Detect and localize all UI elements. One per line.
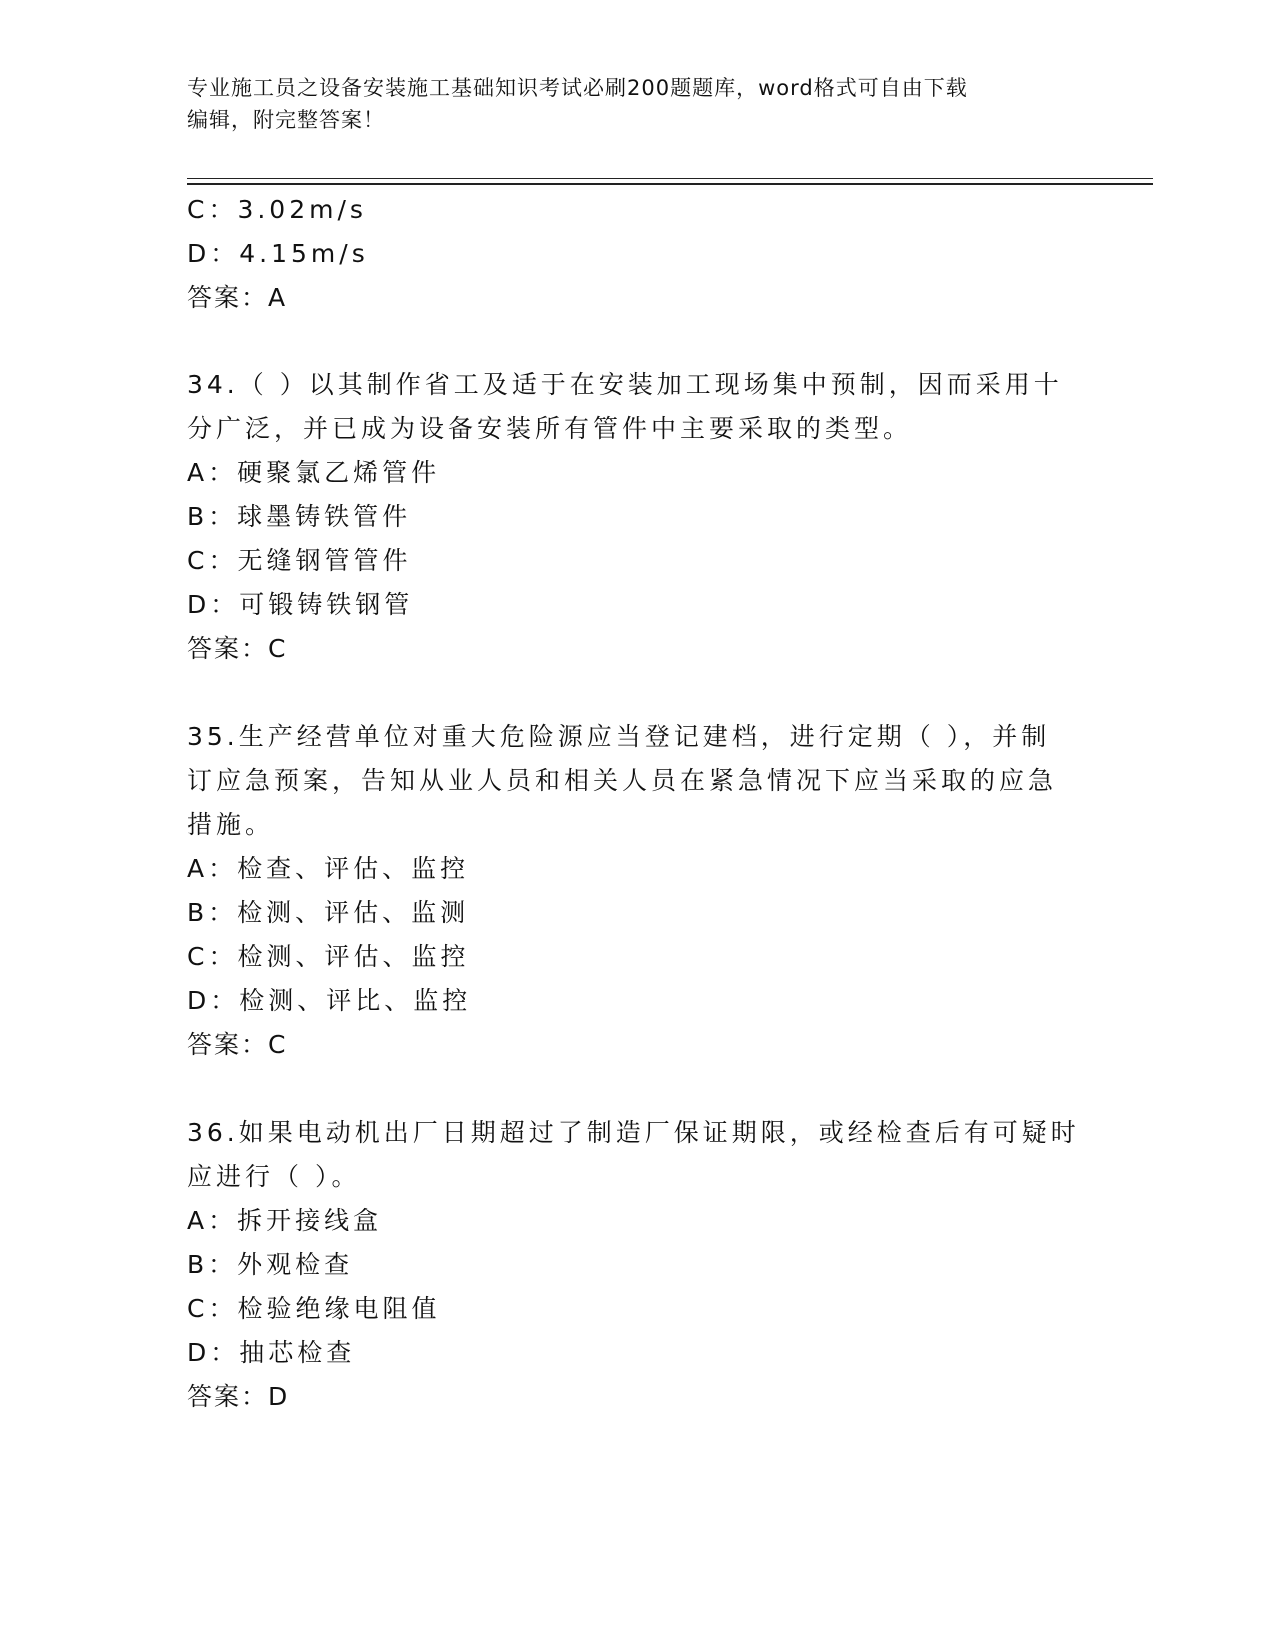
header-divider-thick	[187, 183, 1153, 185]
q34-stem-line-2: 分广泛，并已成为设备安装所有管件中主要采取的类型。	[187, 414, 913, 443]
q34-option-d: D：可锻铸铁钢管	[187, 590, 414, 619]
header-title-line-1: 专业施工员之设备安装施工基础知识考试必刷200题题库，word格式可自由下载	[187, 76, 968, 100]
q34-stem-line-1: 34.（ ）以其制作省工及适于在安装加工现场集中预制，因而采用十	[187, 370, 1063, 399]
q36-option-a: A：拆开接线盒	[187, 1206, 383, 1235]
q36-option-c: C：检验绝缘电阻值	[187, 1294, 441, 1323]
q35-stem-line-1: 35.生产经营单位对重大危险源应当登记建档，进行定期（ ），并制	[187, 722, 1051, 751]
q36-option-b: B：外观检查	[187, 1250, 354, 1279]
header-title-line-2: 编辑，附完整答案！	[187, 108, 385, 132]
q35-answer: 答案：C	[187, 1030, 288, 1059]
q36-answer: 答案：D	[187, 1382, 290, 1411]
q34-answer: 答案：C	[187, 634, 288, 663]
q33-answer: 答案：A	[187, 283, 288, 312]
q35-option-c: C：检测、评估、监控	[187, 942, 470, 971]
q35-option-b: B：检测、评估、监测	[187, 898, 470, 927]
header-divider-thin	[187, 178, 1153, 179]
document-header	[187, 72, 1087, 136]
q35-stem-line-2: 订应急预案，告知从业人员和相关人员在紧急情况下应当采取的应急	[187, 766, 1058, 795]
q36-stem-line-1: 36.如果电动机出厂日期超过了制造厂保证期限，或经检查后有可疑时	[187, 1118, 1080, 1147]
q35-stem-line-3: 措施。	[187, 810, 275, 839]
q33-option-c: C：3.02m/s	[187, 195, 367, 224]
q35-option-a: A：检查、评估、监控	[187, 854, 470, 883]
q35-option-d: D：检测、评比、监控	[187, 986, 472, 1015]
q34-option-c: C：无缝钢管管件	[187, 546, 412, 575]
q36-stem-line-2: 应进行（ ）。	[187, 1162, 361, 1191]
q34-option-b: B：球墨铸铁管件	[187, 502, 412, 531]
q36-option-d: D：抽芯检查	[187, 1338, 356, 1367]
q34-option-a: A：硬聚氯乙烯管件	[187, 458, 441, 487]
q33-option-d: D：4.15m/s	[187, 239, 369, 268]
